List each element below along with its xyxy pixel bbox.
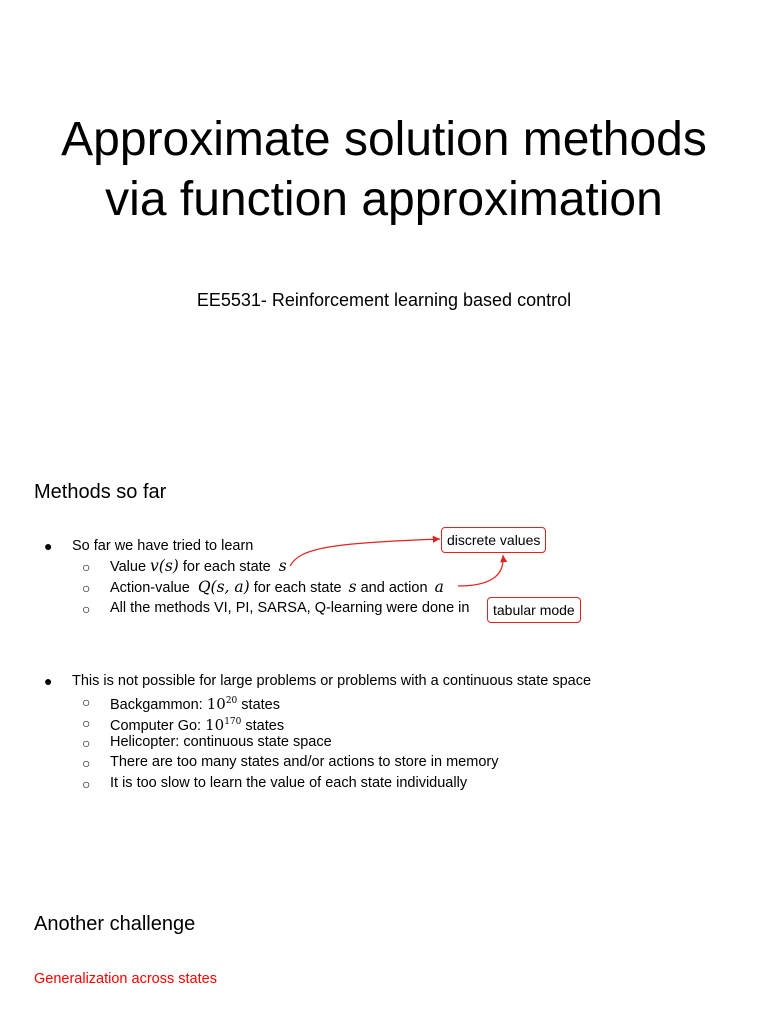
sub-bullet-icon: ○ bbox=[82, 601, 91, 617]
text: Value bbox=[110, 559, 151, 575]
math-s: s bbox=[278, 557, 287, 575]
math-base: 10 bbox=[206, 695, 226, 713]
math-s: s bbox=[348, 578, 357, 596]
text: states bbox=[237, 697, 280, 713]
text: for each state bbox=[178, 559, 275, 575]
highlight-generalization: Generalization across states bbox=[34, 971, 217, 987]
bullet-icon: ● bbox=[44, 673, 53, 689]
math-base: 10 bbox=[205, 716, 225, 734]
slide-subtitle: EE5531- Reinforcement learning based control bbox=[196, 290, 572, 310]
sub-bullet-icon: ○ bbox=[82, 715, 91, 731]
math-q-s-a: Q(s, a) bbox=[197, 578, 250, 596]
callout-tabular-mode: tabular mode bbox=[487, 597, 581, 623]
math-exponent: 170 bbox=[224, 717, 242, 727]
arrow-from-a bbox=[458, 555, 503, 586]
slide-title-line1: Approximate solution methods bbox=[61, 113, 707, 166]
sub-bullet-memory: There are too many states and/or actions to store in memory bbox=[110, 754, 499, 770]
text: Computer Go: bbox=[110, 718, 206, 734]
sub-bullet-icon: ○ bbox=[82, 559, 91, 575]
math-a: a bbox=[434, 578, 444, 596]
bullet-icon: ● bbox=[44, 538, 53, 554]
sub-bullet-methods: All the methods VI, PI, SARSA, Q-learning were done in bbox=[110, 600, 470, 616]
sub-bullet-icon: ○ bbox=[82, 776, 91, 792]
arrow-from-s bbox=[290, 539, 440, 566]
sub-bullet-icon: ○ bbox=[82, 580, 91, 596]
callout-discrete-values: discrete values bbox=[441, 527, 546, 553]
text: Action-value bbox=[110, 580, 194, 596]
text: and action bbox=[356, 580, 432, 596]
math-v-s: v(s) bbox=[150, 557, 179, 575]
sub-bullet-too-slow: It is too slow to learn the value of each state individually bbox=[110, 775, 468, 791]
text: for each state bbox=[249, 580, 346, 596]
math-exponent: 20 bbox=[225, 696, 238, 706]
text: states bbox=[241, 718, 285, 734]
slide-title-line2: via function approximation bbox=[105, 173, 663, 226]
text: Backgammon: bbox=[110, 697, 207, 713]
section-heading-methods: Methods so far bbox=[34, 481, 167, 503]
sub-bullet-icon: ○ bbox=[82, 735, 91, 751]
bullet-text: This is not possible for large problems or problems with a continuous state space bbox=[72, 673, 592, 689]
section-heading-challenge: Another challenge bbox=[34, 913, 196, 935]
sub-bullet-icon: ○ bbox=[82, 694, 91, 710]
sub-bullet-helicopter: Helicopter: continuous state space bbox=[110, 734, 332, 750]
sub-bullet-icon: ○ bbox=[82, 755, 91, 771]
bullet-text: So far we have tried to learn bbox=[72, 538, 254, 554]
